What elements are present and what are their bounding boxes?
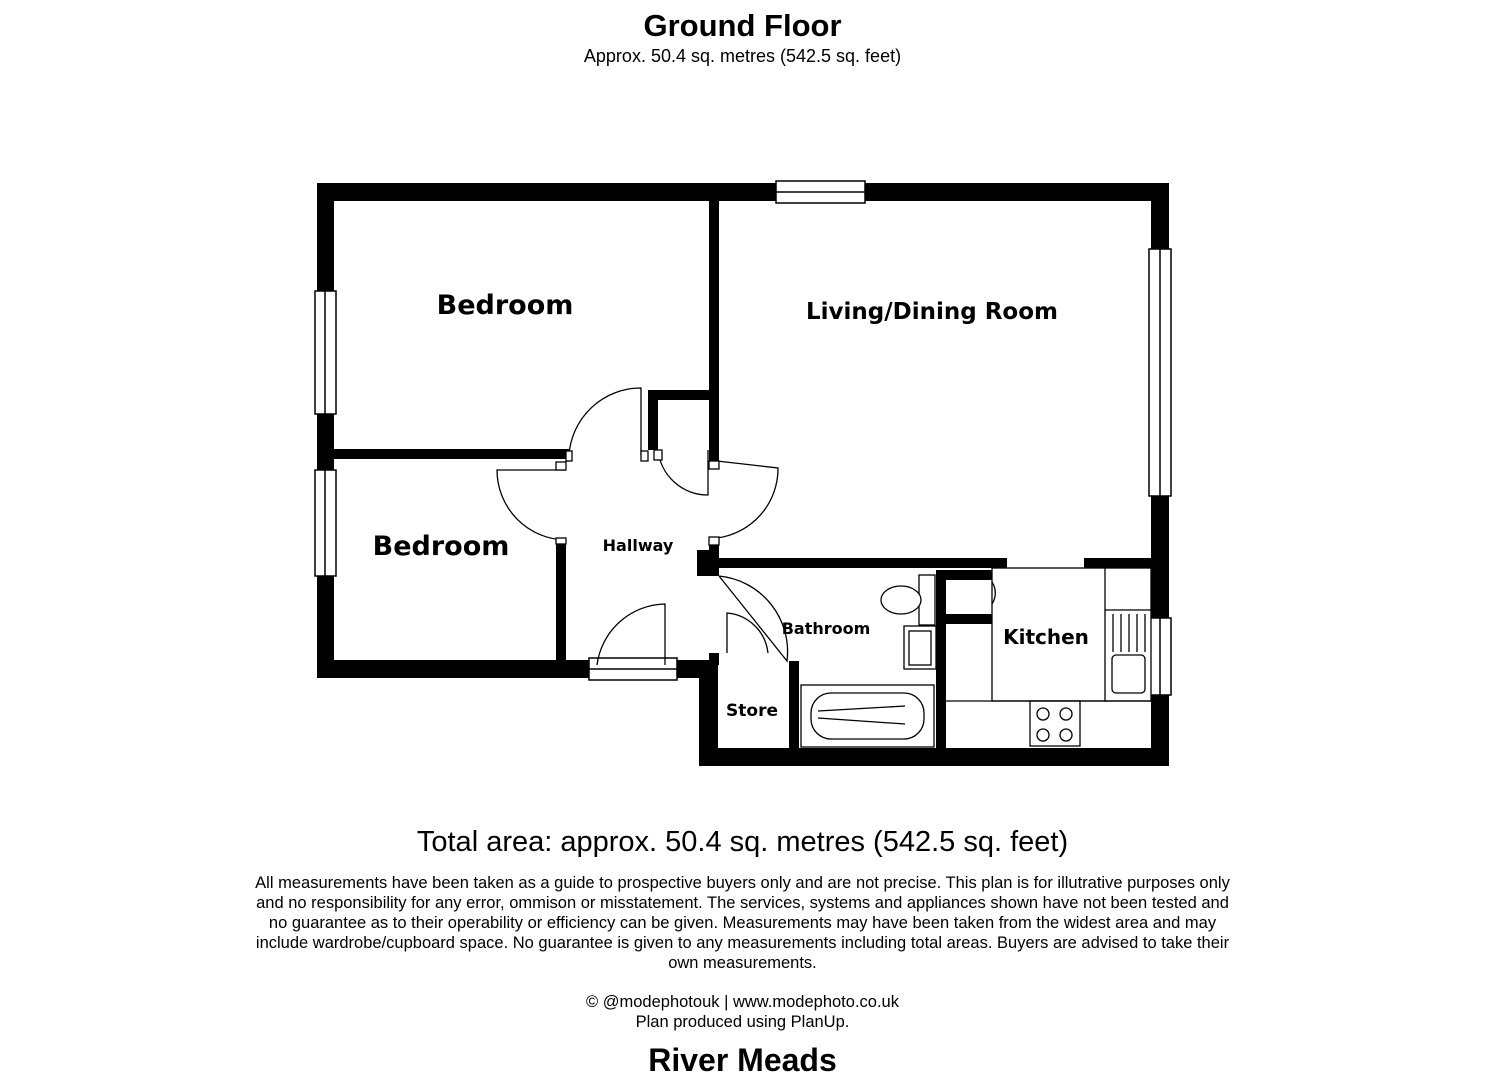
wall-east-upper [1151,183,1169,249]
door-store [727,613,768,653]
wall-store-top-stub [709,653,719,665]
walls [317,183,1169,766]
hob [1030,701,1080,746]
wall-stub [697,550,719,576]
plan-subtitle: Approx. 50.4 sq. metres (542.5 sq. feet) [583,46,902,66]
wall-bedroom-hall [556,540,566,665]
wall-kitchen-north [1084,558,1164,568]
room-label-living: Living/Dining Room [805,299,1059,325]
plan-title: Ground Floor [643,8,842,43]
basin [909,631,931,665]
credit-line: © @modephotouk | www.modephoto.co.uk [586,993,899,1011]
bathroom-fixtures [801,575,936,747]
door-cupboard [658,450,708,495]
kitchen-fixtures [946,568,1151,746]
door-bathroom [719,576,788,661]
hob-ring [1037,729,1049,741]
wall-cupboard-side [648,390,658,450]
wall-duct-corner [982,570,992,580]
door-bedroom-1 [569,388,641,455]
room-label-bedroom-1: Bedroom [436,290,574,321]
wall-bath-kitchen [936,570,946,752]
door-bedroom-2 [497,470,566,540]
room-label-bathroom: Bathroom [781,619,871,638]
door-living [717,461,778,538]
hob-ring [1037,708,1049,720]
room-labels [373,290,1089,721]
room-label-store: Store [726,701,778,721]
toilet-bowl [881,586,921,614]
wall-west-upper [317,183,334,291]
wall-living-west [709,199,719,461]
property-name: River Meads [648,1042,837,1078]
wall-north [317,183,1169,201]
room-label-hallway: Hallway [602,536,674,555]
disclaimer-text: All measurements have been taken as a guide to prospective buyers only and are not precise. This plan is for illutrative purposes only and no responsibility for any error, ommison or misstatement. The services, systems and appliances shown have not been tested and no guarantee as to their operability or efficiency can be given. Measurements may have been taken from the widest area and may include wardrobe/cupboard space. No guarantee is given to any measurements including total areas. Buyers are advised to take their own measurements. [255,874,1230,972]
produced-by: Plan produced using PlanUp. [635,1013,850,1031]
door-entrance [597,604,665,665]
room-label-kitchen: Kitchen [1003,625,1089,649]
wall-store-bath [789,661,799,753]
wall-living-south [717,558,1007,568]
wall-west-middle [317,414,334,470]
wall-duct-bottom [946,614,992,624]
wall-east-middle [1151,496,1169,618]
wall-east-lower [1151,695,1169,766]
room-label-bedroom-2: Bedroom [372,531,510,562]
kitchen-sink [1112,655,1145,693]
wall-south [699,748,1169,766]
hob-ring [1060,708,1072,720]
bath-inner [811,693,924,739]
hob-ring [1060,729,1072,741]
total-area: Total area: approx. 50.4 sq. metres (542.5 sq. feet) [416,826,1069,858]
wall-bedrooms-divider [333,449,569,459]
wall-south-left [317,660,589,678]
